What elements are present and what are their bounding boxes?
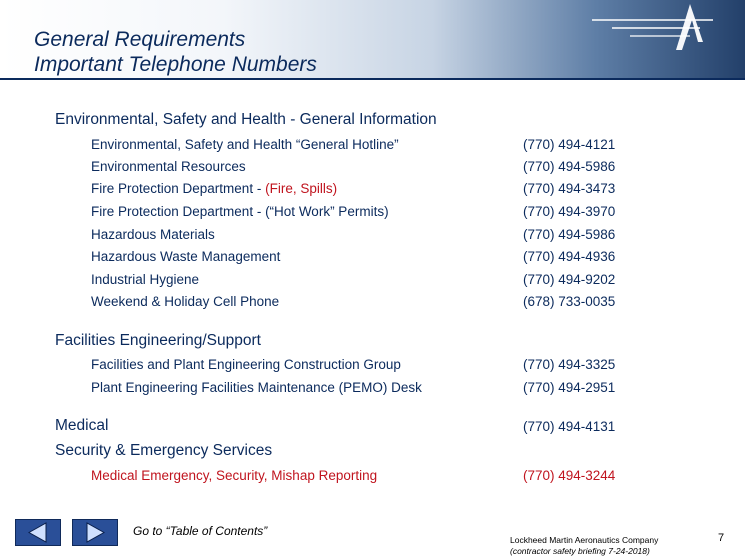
entry-label: Hazardous Materials bbox=[91, 227, 215, 242]
section-heading-medical: Medical bbox=[55, 417, 109, 434]
entry-phone: (770) 494-5986 bbox=[523, 227, 616, 242]
entry-phone: (678) 733-0035 bbox=[523, 294, 616, 309]
entry-phone: (770) 494-3473 bbox=[523, 181, 616, 196]
slide-title-line1: General Requirements bbox=[34, 28, 246, 51]
entry-label bbox=[91, 181, 337, 196]
entry-phone: (770) 494-3244 bbox=[523, 468, 616, 483]
entry-phone: (770) 494-4936 bbox=[523, 249, 616, 264]
section-heading-security: Security & Emergency Services bbox=[55, 442, 273, 459]
entry-phone: (770) 494-3325 bbox=[523, 357, 616, 372]
entry-label: Fire Protection Department - (“Hot Work” Permits) bbox=[91, 204, 389, 219]
entry-phone: (770) 494-3970 bbox=[523, 204, 616, 219]
entry-label: Industrial Hygiene bbox=[91, 272, 200, 287]
slide-title-line2: Important Telephone Numbers bbox=[34, 53, 317, 76]
page-number: 7 bbox=[718, 532, 725, 544]
medical-phone: (770) 494-4131 bbox=[523, 419, 616, 434]
entry-label: Weekend & Holiday Cell Phone bbox=[91, 294, 280, 309]
right-arrow-icon bbox=[73, 520, 117, 545]
entry-label: Plant Engineering Facilities Maintenance (PEMO) Desk bbox=[91, 380, 422, 395]
entry-phone: (770) 494-5986 bbox=[523, 159, 616, 174]
left-arrow-icon bbox=[16, 520, 60, 545]
table-of-contents-link[interactable]: Go to “Table of Contents” bbox=[133, 524, 268, 538]
entry-phone: (770) 494-4121 bbox=[523, 137, 616, 152]
entry-label: Environmental, Safety and Health “General Hotline” bbox=[91, 137, 399, 152]
star-logo-icon bbox=[590, 4, 715, 58]
next-slide-button[interactable] bbox=[72, 519, 118, 546]
entry-label: Environmental Resources bbox=[91, 159, 246, 174]
section-heading-facilities: Facilities Engineering/Support bbox=[55, 332, 261, 349]
footer-company: Lockheed Martin Aeronautics Company bbox=[510, 535, 659, 545]
entry-label-text: Fire Protection Department - bbox=[91, 181, 266, 196]
previous-slide-button[interactable] bbox=[15, 519, 61, 546]
footer-subtitle: (contractor safety briefing 7-24-2018) bbox=[510, 546, 650, 556]
entry-label-highlight: (Fire, Spills) bbox=[265, 181, 338, 196]
section-heading-esh: Environmental, Safety and Health - General Information bbox=[55, 111, 437, 128]
entry-phone: (770) 494-9202 bbox=[523, 272, 616, 287]
entry-label: Hazardous Waste Management bbox=[91, 249, 281, 264]
entry-label: Medical Emergency, Security, Mishap Reporting bbox=[91, 468, 378, 483]
header-rule bbox=[0, 78, 745, 80]
entry-phone: (770) 494-2951 bbox=[523, 380, 616, 395]
entry-label: Facilities and Plant Engineering Construction Group bbox=[91, 357, 401, 372]
